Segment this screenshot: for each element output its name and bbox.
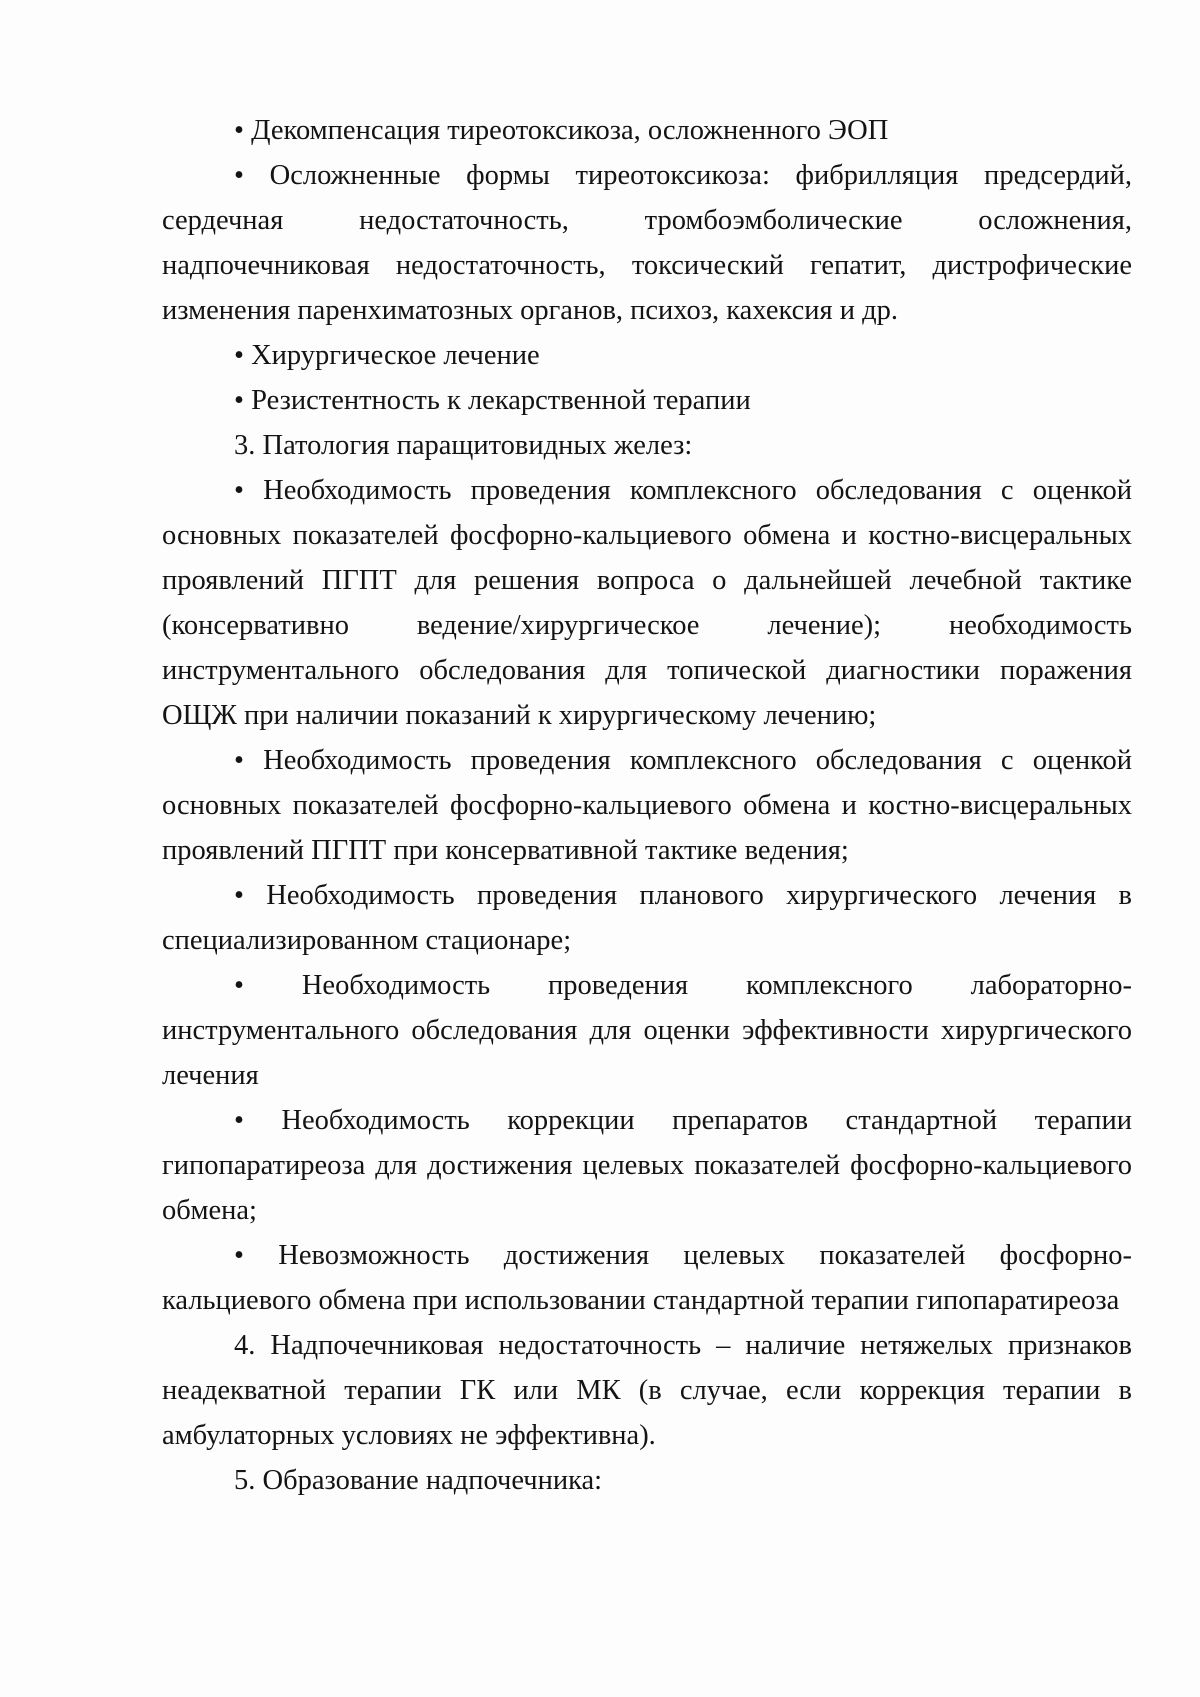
paragraph-bullet-planned-surgery: • Необходимость проведения планового хирургического лечения в специализированном стационаре; <box>162 880 1132 956</box>
paragraph-bullet-complicated-forms: • Осложненные формы тиреотоксикоза: фибрилляция предсердий, сердечная недостаточность, тромбоэмболические осложнения, надпочечниковая недостаточность, токсический гепатит, дистрофические изменения паренхиматозных органов, психоз, кахексия и др. <box>162 160 1132 326</box>
paragraph-section-4-adrenal-insufficiency: 4. Надпочечниковая недостаточность – наличие нетяжелых признаков неадекватной терапии ГК или МК (в случае, если коррекция терапии в амбулаторных условиях не эффективна). <box>162 1330 1132 1451</box>
paragraph-bullet-drug-resistance: • Резистентность к лекарственной терапии <box>234 385 751 416</box>
paragraph-bullet-therapy-correction: • Необходимость коррекции препаратов стандартной терапии гипопаратиреоза для достижения целевых показателей фосфорно-кальциевого обмена; <box>162 1105 1132 1226</box>
paragraph-bullet-surgery-efficacy-exam: • Необходимость проведения комплексного лабораторно-инструментального обследования для оценки эффективности хирургического лечения <box>162 970 1132 1091</box>
paragraph-bullet-targets-not-achieved: • Невозможность достижения целевых показателей фосфорно-кальциевого обмена при использовании стандартной терапии гипопаратиреоза <box>162 1240 1132 1316</box>
paragraph-bullet-complex-exam-conservative: • Необходимость проведения комплексного обследования с оценкой основных показателей фосфорно-кальциевого обмена и костно-висцеральных проявлений ПГПТ при консервативной тактике ведения; <box>162 745 1132 866</box>
paragraph-section-5-heading: 5. Образование надпочечника: <box>234 1465 603 1496</box>
paragraph-bullet-surgical-treatment: • Хирургическое лечение <box>234 340 540 371</box>
paragraph-bullet-decompensation: • Декомпенсация тиреотоксикоза, осложненного ЭОП <box>234 115 889 146</box>
document-body <box>162 108 1132 1503</box>
paragraph-section-3-heading: 3. Патология паращитовидных желез: <box>234 430 693 461</box>
paragraph-bullet-complex-exam-tactics: • Необходимость проведения комплексного обследования с оценкой основных показателей фосфорно-кальциевого обмена и костно-висцеральных проявлений ПГПТ для решения вопроса о дальнейшей лечебной тактике (консервативно ведение/хирургическое лечение); необходимость инструментального обследования для топической диагностики поражения ОЩЖ при наличии показаний к хирургическому лечению; <box>162 475 1132 731</box>
